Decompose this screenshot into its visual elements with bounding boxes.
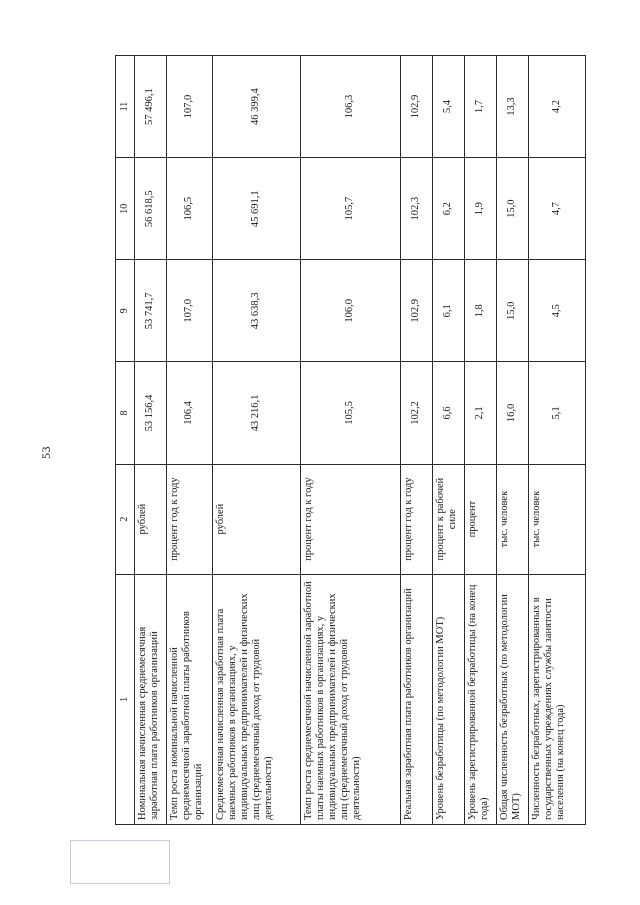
page-number: 53	[39, 446, 53, 459]
header-cell: 2	[116, 464, 135, 574]
value-cell: 57 496,1	[135, 56, 167, 158]
header-cell: 10	[116, 158, 135, 260]
header-cell: 9	[116, 260, 135, 362]
table-row	[401, 56, 433, 825]
value-cell: 43 216,1	[213, 362, 301, 464]
table-row	[497, 56, 529, 825]
value-cell: 106,0	[301, 260, 401, 362]
indicator-cell: Численность безработных, зарегистрированных в государственных учреждениях службы занятости населения (на конец года)	[529, 574, 586, 824]
unit-cell: тыс. человек	[497, 464, 529, 574]
indicator-cell: Реальная заработная плата работников организаций	[401, 574, 433, 824]
value-cell: 102,3	[401, 158, 433, 260]
value-cell: 45 691,1	[213, 158, 301, 260]
header-cell: 11	[116, 56, 135, 158]
header-row	[116, 56, 135, 825]
value-cell: 6,6	[433, 362, 465, 464]
indicator-cell: Общая численность безработных (по методологии МОТ)	[497, 574, 529, 824]
unit-cell: рублей	[213, 464, 301, 574]
value-cell: 106,4	[167, 362, 213, 464]
table-row	[529, 56, 586, 825]
value-cell: 105,5	[301, 362, 401, 464]
value-cell: 106,5	[167, 158, 213, 260]
value-cell: 53 156,4	[135, 362, 167, 464]
indicator-cell: Уровень безработицы (по методологии МОТ)	[433, 574, 465, 824]
table-row	[465, 56, 497, 825]
value-cell: 102,9	[401, 56, 433, 158]
indicator-cell: Темп роста номинальной начисленной среднемесячной заработной платы работников организаций	[167, 574, 213, 824]
table-row	[213, 56, 301, 825]
unit-cell: процент год к году	[301, 464, 401, 574]
value-cell: 102,9	[401, 260, 433, 362]
value-cell: 1,7	[465, 56, 497, 158]
value-cell: 2,1	[465, 362, 497, 464]
value-cell: 4,2	[529, 56, 586, 158]
indicator-cell: Темп роста среднемесячной начисленной заработной платы наемных работников в организациях, у индивидуальных предпринимателей и физических лиц (среднемесячный доход от трудовой деятельности)	[301, 574, 401, 824]
unit-cell: рублей	[135, 464, 167, 574]
value-cell: 5,1	[529, 362, 586, 464]
table-row	[301, 56, 401, 825]
data-table	[115, 55, 586, 825]
table-row	[135, 56, 167, 825]
value-cell: 107,0	[167, 260, 213, 362]
value-cell: 1,8	[465, 260, 497, 362]
value-cell: 1,9	[465, 158, 497, 260]
value-cell: 105,7	[301, 158, 401, 260]
indicator-cell: Уровень зарегистрированной безработицы (на конец года)	[465, 574, 497, 824]
unit-cell: процент год к году	[167, 464, 213, 574]
value-cell: 15,0	[497, 158, 529, 260]
value-cell: 6,1	[433, 260, 465, 362]
value-cell: 107,0	[167, 56, 213, 158]
value-cell: 102,2	[401, 362, 433, 464]
value-cell: 56 618,5	[135, 158, 167, 260]
header-cell: 8	[116, 362, 135, 464]
value-cell: 4,5	[529, 260, 586, 362]
header-cell: 1	[116, 574, 135, 824]
unit-cell: процент	[465, 464, 497, 574]
indicator-cell: Номинальная начисленная среднемесячная заработная плата работников организаций	[135, 574, 167, 824]
value-cell: 53 741,7	[135, 260, 167, 362]
value-cell: 13,3	[497, 56, 529, 158]
rotated-table-container	[115, 55, 567, 825]
value-cell: 6,2	[433, 158, 465, 260]
value-cell: 16,0	[497, 362, 529, 464]
value-cell: 15,0	[497, 260, 529, 362]
unit-cell: тыс. человек	[529, 464, 586, 574]
value-cell: 43 638,3	[213, 260, 301, 362]
value-cell: 106,3	[301, 56, 401, 158]
table-row	[433, 56, 465, 825]
unit-cell: процент год к году	[401, 464, 433, 574]
value-cell: 5,4	[433, 56, 465, 158]
indicator-cell: Среднемесячная начисленная заработная плата наемных работников в организациях, у индивидуальных предпринимателей и физических лиц (среднемесячный доход от трудовой деятельности)	[213, 574, 301, 824]
table-row	[167, 56, 213, 825]
value-cell: 46 399,4	[213, 56, 301, 158]
value-cell: 4,7	[529, 158, 586, 260]
official-stamp	[70, 840, 170, 884]
unit-cell: процент к рабочей силе	[433, 464, 465, 574]
